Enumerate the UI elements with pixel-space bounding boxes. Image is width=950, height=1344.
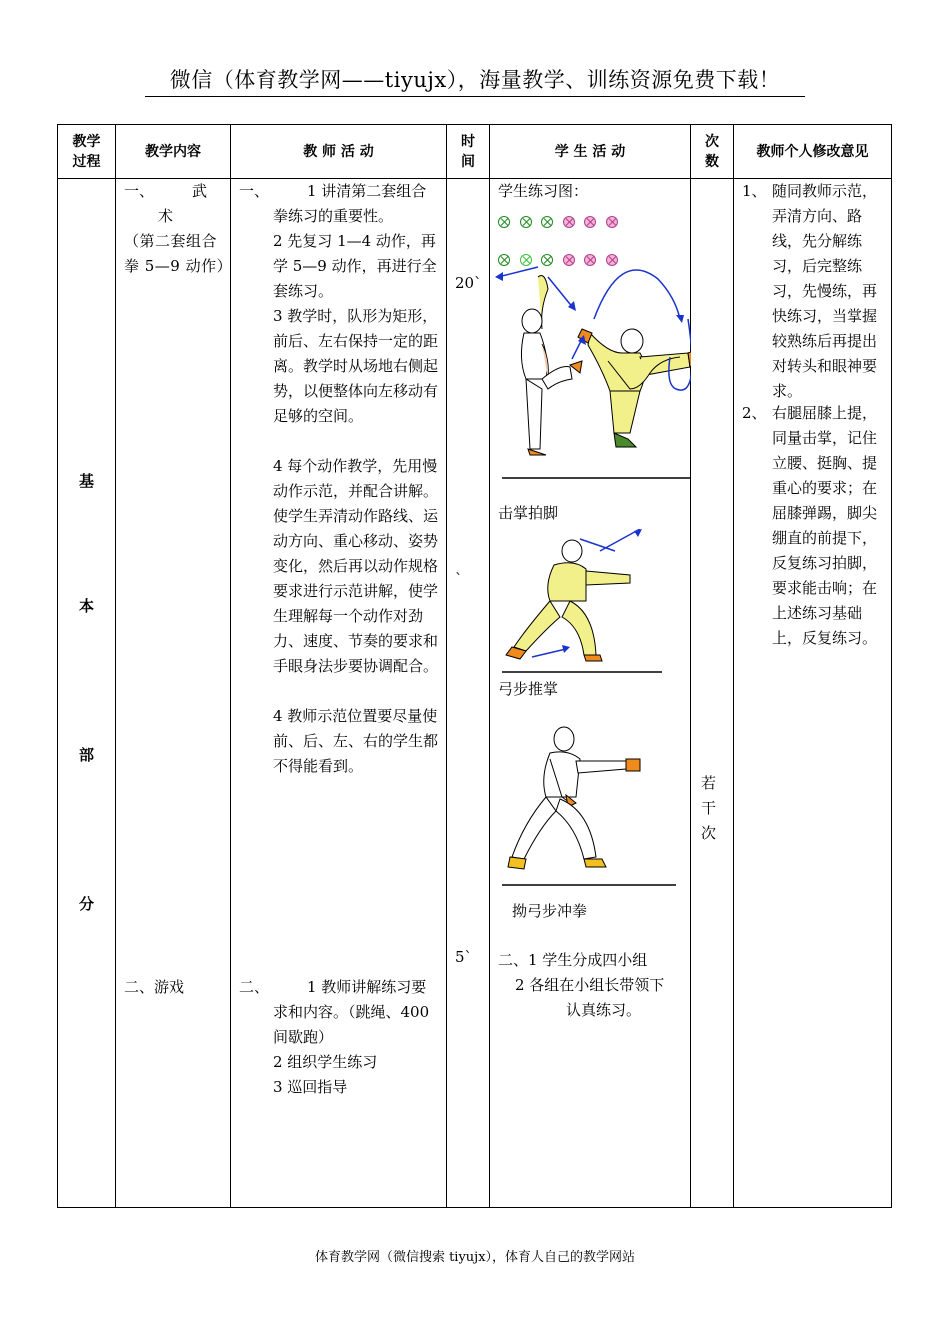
header-process: 教学过程 — [58, 125, 116, 179]
teacher-game-line-1: 1 教师讲解练习要求和内容。（跳绳、400 间歇跑） — [273, 978, 430, 1046]
note-1-text: 随同教师示范，弄清方向、路线，先分解练习，后完整练习，先慢练，再快练习，当掌握较熟练后再提出对转头和眼神要求。 — [772, 182, 878, 400]
student-game-line-3: 认真练习。 — [566, 1001, 642, 1019]
teacher-game-line-3: 3 巡回指导 — [273, 1078, 348, 1096]
twist-bow-stance-punch-figure — [490, 707, 691, 887]
header-student: 学 生 活 动 — [490, 125, 691, 179]
note-2-num: 2、 — [742, 404, 767, 422]
section-cell — [58, 179, 116, 1208]
lesson-plan-table — [57, 124, 892, 1208]
student-marker — [563, 216, 575, 228]
student-game-line-2: 2 各组在小组长带领下 — [515, 976, 665, 994]
student-marker — [584, 216, 596, 228]
header-count: 次数 — [691, 125, 734, 179]
student-marker — [498, 216, 510, 228]
student-cell — [490, 179, 691, 1208]
bow-stance-push-figure — [490, 529, 691, 674]
note-1-num: 1、 — [742, 182, 767, 200]
page-footer: 体育教学网（微信搜索 tiyujx），体育人自己的教学网站 — [314, 1250, 636, 1265]
time-2: 5` — [455, 948, 473, 966]
time-cell — [447, 179, 490, 1208]
teacher-line-2: 2 先复习 1—4 动作，再学 5—9 动作，再进行全套练习。 — [273, 232, 437, 300]
formation-row-1 — [498, 211, 627, 236]
section-char-4: 分 — [78, 895, 94, 913]
student-marker — [541, 216, 553, 228]
content-item1-num: 一、 — [124, 182, 155, 200]
count-cell — [691, 179, 734, 1208]
teacher-line-4: 4 每个动作教学，先用慢动作示范，并配合讲解。使学生弄清动作路线、运动方向、重心移动、姿势变化，然后再以动作规格要求进行示范讲解，使学生理解每一个动作对劲力、速度、节奏的要求和手眼身法步要协调配合。 — [273, 457, 439, 675]
notes-cell — [734, 179, 892, 1208]
page-header: 微信（体育教学网——tiyujx），海量教学、训练资源免费下载！ — [145, 64, 805, 97]
teacher-line-3: 3 教学时，队形为矩形，前后、左右保持一定的距离。教学时从场地右侧起势，以便整体向左移动有足够的空间。 — [273, 307, 439, 425]
teacher-game-line-2: 2 组织学生练习 — [273, 1053, 378, 1071]
student-marker — [520, 216, 532, 228]
caption-clap-kick: 击掌拍脚 — [498, 504, 559, 522]
time-1: 20` — [455, 274, 482, 292]
student-game-line-1: 二、1 学生分成四小组 — [498, 951, 648, 969]
header-row — [58, 125, 892, 179]
teacher-cell — [231, 179, 447, 1208]
header-content: 教学内容 — [116, 125, 231, 179]
content-item1-title2: 术 — [158, 207, 174, 225]
caption-bow-stance-push: 弓步推掌 — [498, 680, 559, 698]
teacher-part1-num: 一、 — [239, 182, 270, 200]
content-item1-title1: 武 — [192, 182, 208, 200]
content-item2: 二、游戏 — [124, 978, 185, 996]
student-marker — [606, 216, 618, 228]
caption-twist-bow-punch: 拗弓步冲拳 — [512, 902, 588, 920]
teacher-line-5: 4 教师示范位置要尽量使前、后、左、右的学生都不得能看到。 — [273, 707, 439, 775]
section-char-3: 部 — [78, 746, 94, 764]
count-text: 若干次 — [701, 774, 717, 842]
clap-kick-figure — [490, 249, 691, 479]
header-teacher: 教 师 活 动 — [231, 125, 447, 179]
header-notes: 教师个人修改意见 — [734, 125, 892, 179]
body-row — [58, 179, 892, 1208]
section-char-2: 本 — [78, 597, 94, 615]
header-time: 时间 — [447, 125, 490, 179]
time-mid: ` — [455, 570, 463, 588]
content-item1-detail: （第二套组合拳 5—9 动作） — [124, 232, 233, 275]
section-char-1: 基 — [78, 472, 94, 490]
content-cell — [116, 179, 231, 1208]
teacher-line-1: 1 讲清第二套组合拳练习的重要性。 — [273, 182, 427, 225]
diagram-title: 学生练习图： — [498, 182, 589, 200]
note-2-text: 右腿屈膝上提，同量击掌，记住立腰、挺胸、提重心的要求；在屈膝弹踢，脚尖绷直的前提下，反复练习拍脚，要求能击响；在上述练习基础上，反复练习。 — [772, 404, 878, 647]
teacher-part2-num: 二、 — [239, 978, 270, 996]
